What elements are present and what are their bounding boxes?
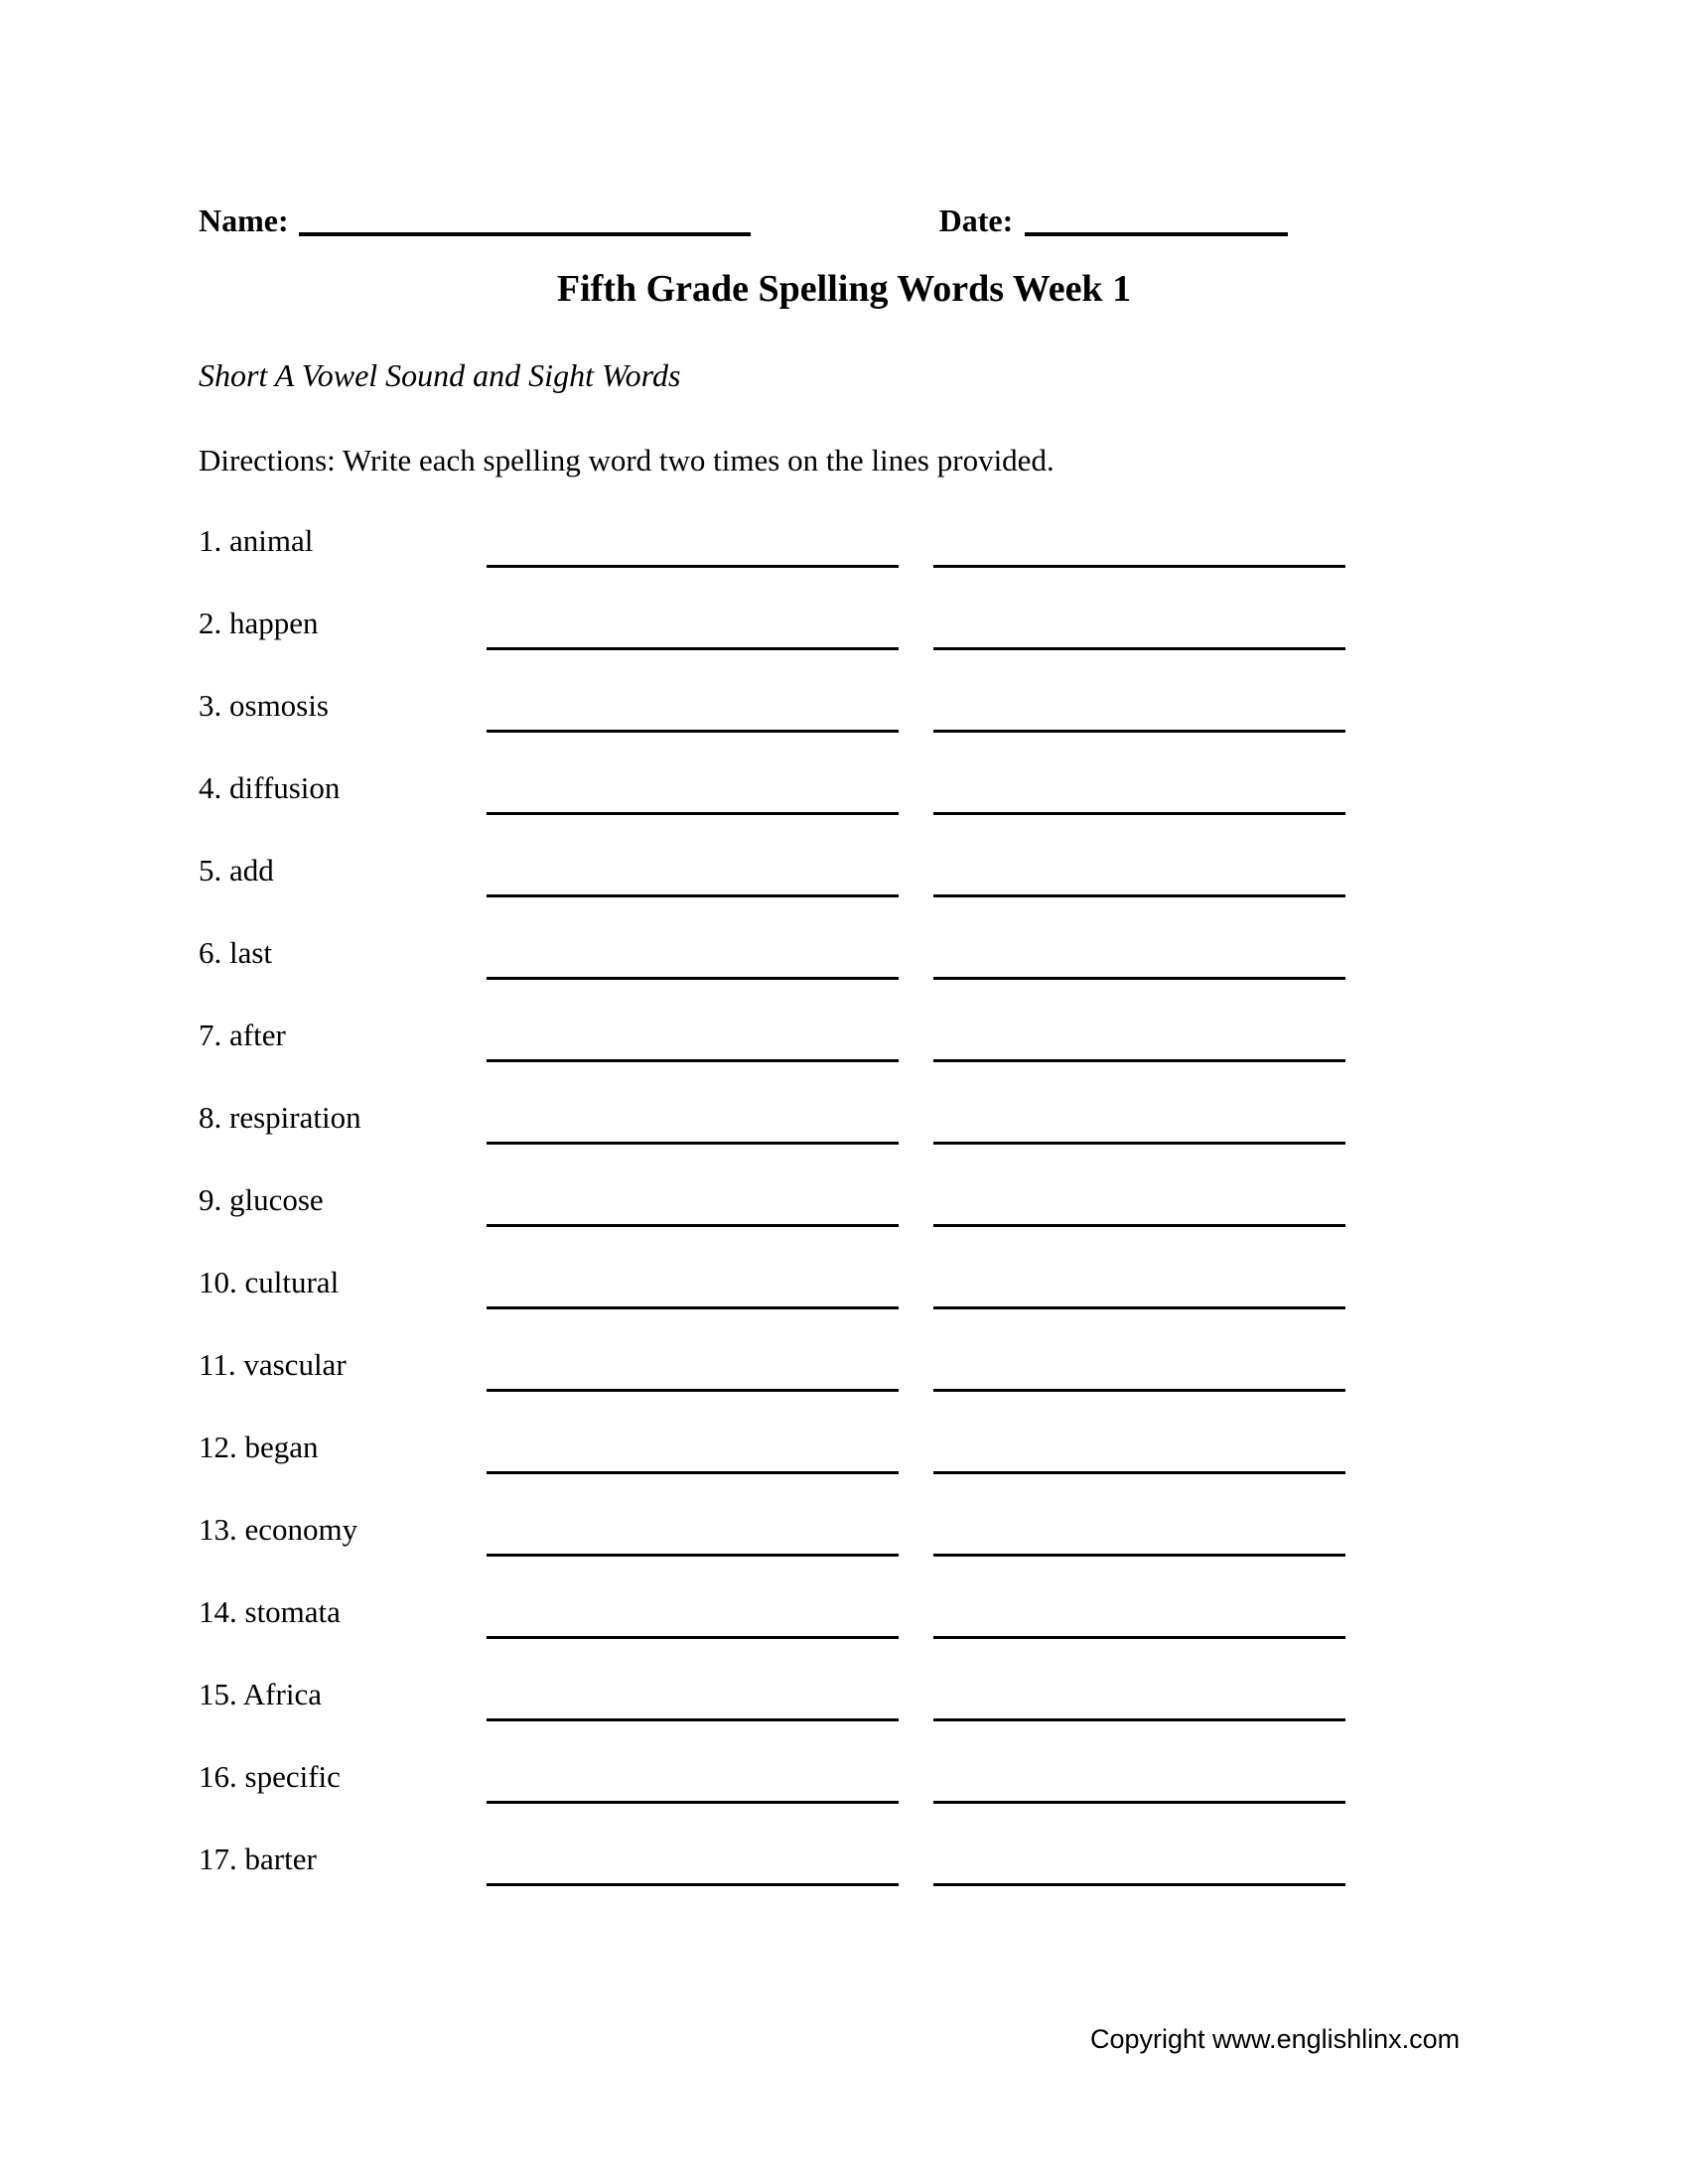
word-number: 3. [199, 688, 222, 723]
word-label [199, 1020, 487, 1062]
date-blank-line [1025, 195, 1288, 236]
word-text: after [229, 1018, 286, 1052]
word-row [199, 681, 1499, 733]
word-row [199, 1587, 1499, 1639]
word-row [199, 1093, 1499, 1145]
word-label [199, 1679, 487, 1721]
word-text: cultural [244, 1265, 340, 1299]
word-label [199, 1349, 487, 1392]
word-label [199, 608, 487, 650]
word-text: happen [229, 606, 319, 640]
word-row [199, 1011, 1499, 1062]
name-label: Name: [199, 203, 289, 238]
write-line-2 [933, 772, 1345, 815]
word-label [199, 1102, 487, 1145]
word-text: began [244, 1430, 319, 1464]
word-number: 5. [199, 853, 222, 887]
write-line-1 [487, 1679, 899, 1721]
write-line-2 [933, 1514, 1345, 1557]
word-label [199, 1596, 487, 1639]
write-line-1 [487, 937, 899, 980]
write-line-2 [933, 1761, 1345, 1804]
write-line-1 [487, 525, 899, 568]
write-line-1 [487, 1020, 899, 1062]
word-text: diffusion [229, 770, 341, 805]
write-line-1 [487, 1514, 899, 1557]
write-line-2 [933, 1020, 1345, 1062]
write-line-2 [933, 1184, 1345, 1227]
word-label [199, 1514, 487, 1557]
word-number: 4. [199, 770, 222, 805]
word-text: stomata [244, 1594, 341, 1629]
word-label [199, 855, 487, 897]
write-line-2 [933, 937, 1345, 980]
write-line-2 [933, 1679, 1345, 1721]
directions-text: Directions: Write each spelling word two times on the lines provided. [199, 443, 1055, 478]
write-line-1 [487, 608, 899, 650]
word-label [199, 1184, 487, 1227]
word-row [199, 1505, 1499, 1557]
word-row [199, 1175, 1499, 1227]
word-number: 14. [199, 1594, 237, 1629]
write-line-1 [487, 772, 899, 815]
word-number: 12. [199, 1430, 237, 1464]
write-line-1 [487, 1349, 899, 1392]
write-line-2 [933, 1349, 1345, 1392]
write-line-1 [487, 1596, 899, 1639]
write-line-2 [933, 1843, 1345, 1886]
page-title: Fifth Grade Spelling Words Week 1 [556, 268, 1132, 310]
word-text: specific [244, 1759, 341, 1794]
word-label [199, 937, 487, 980]
write-line-2 [933, 1596, 1345, 1639]
word-text: respiration [229, 1100, 361, 1135]
word-row [199, 1670, 1499, 1721]
word-number: 11. [199, 1347, 236, 1382]
write-line-1 [487, 1761, 899, 1804]
word-row [199, 1423, 1499, 1474]
write-line-2 [933, 690, 1345, 733]
lesson-subtitle: Short A Vowel Sound and Sight Words [199, 357, 681, 393]
write-line-1 [487, 1184, 899, 1227]
word-number: 15. [199, 1677, 237, 1711]
word-label [199, 525, 487, 568]
write-line-1 [487, 855, 899, 897]
write-line-1 [487, 1432, 899, 1474]
write-line-1 [487, 1102, 899, 1145]
word-text: economy [244, 1512, 358, 1547]
word-list [199, 516, 1499, 1917]
word-label [199, 1267, 487, 1309]
write-line-2 [933, 525, 1345, 568]
word-text: vascular [243, 1347, 347, 1382]
word-text: osmosis [229, 688, 329, 723]
write-line-2 [933, 855, 1345, 897]
word-row [199, 599, 1499, 650]
word-row [199, 1752, 1499, 1804]
word-number: 13. [199, 1512, 237, 1547]
word-text: glucose [229, 1182, 324, 1217]
write-line-1 [487, 690, 899, 733]
word-text: last [229, 935, 273, 970]
word-label [199, 1843, 487, 1886]
word-label [199, 1761, 487, 1804]
word-row [199, 1340, 1499, 1392]
word-text: add [229, 853, 274, 887]
word-number: 8. [199, 1100, 222, 1135]
word-number: 9. [199, 1182, 222, 1217]
word-number: 17. [199, 1842, 237, 1876]
word-label [199, 1432, 487, 1474]
word-row [199, 928, 1499, 980]
name-date-row [199, 195, 1288, 236]
word-text: Africa [242, 1677, 322, 1711]
word-text: barter [244, 1842, 317, 1876]
write-line-2 [933, 1267, 1345, 1309]
word-row [199, 846, 1499, 897]
write-line-2 [933, 1102, 1345, 1145]
write-line-1 [487, 1267, 899, 1309]
word-number: 2. [199, 606, 222, 640]
write-line-2 [933, 608, 1345, 650]
word-label [199, 772, 487, 815]
write-line-1 [487, 1843, 899, 1886]
word-number: 16. [199, 1759, 237, 1794]
name-blank-line [299, 195, 751, 236]
word-number: 7. [199, 1018, 222, 1052]
word-row [199, 1258, 1499, 1309]
copyright-text: Copyright www.englishlinx.com [1090, 2024, 1461, 2054]
word-number: 6. [199, 935, 222, 970]
write-line-2 [933, 1432, 1345, 1474]
word-row [199, 763, 1499, 815]
word-row [199, 1835, 1499, 1886]
word-number: 10. [199, 1265, 237, 1299]
date-label: Date: [938, 203, 1014, 238]
word-row [199, 516, 1499, 568]
word-label [199, 690, 487, 733]
word-text: animal [229, 523, 314, 558]
word-number: 1. [199, 523, 222, 558]
